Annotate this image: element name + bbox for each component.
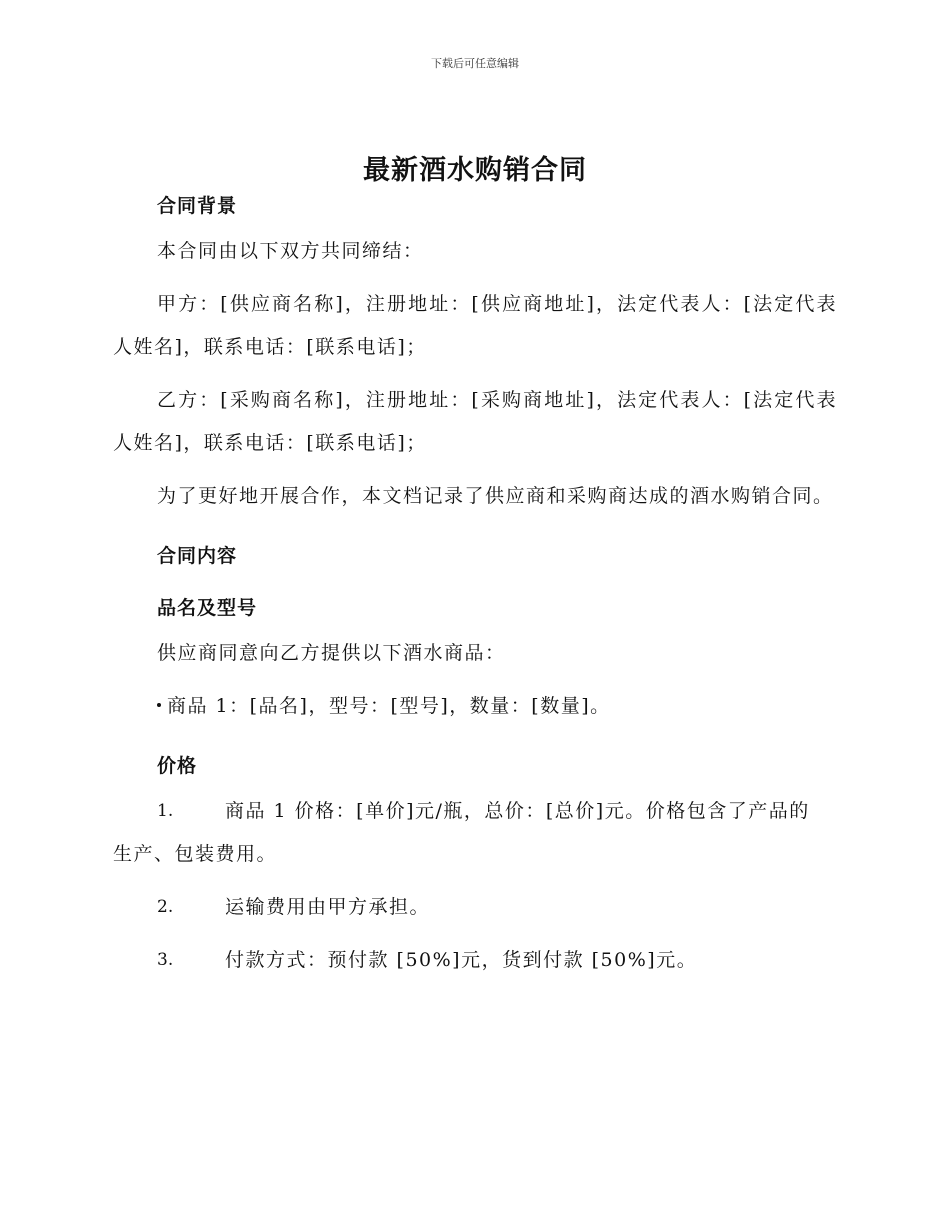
background-intro: 本合同由以下双方共同缔结： [157, 240, 424, 262]
price-item-number: 3. [157, 950, 174, 970]
product-item-1-text: 商品 1：[品名]，型号：[型号]，数量：[数量]。 [167, 695, 611, 717]
price-item-text: 付款方式：预付款 [50%]元，货到付款 [50%]元。 [225, 949, 698, 971]
section-heading-content: 合同内容 [157, 545, 238, 567]
section-heading-products: 品名及型号 [157, 597, 258, 619]
section-heading-background: 合同背景 [157, 195, 238, 217]
products-intro: 供应商同意向乙方提供以下酒水商品： [157, 642, 506, 664]
section-heading-price: 价格 [157, 755, 198, 777]
header-note: 下载后可任意编辑 [431, 57, 519, 70]
document-body [113, 192, 837, 982]
party-a-info: 甲方：[供应商名称]，注册地址：[供应商地址]，法定代表人：[法定代表人姓名]，联系电话：[联系电话]； [113, 293, 837, 358]
price-item-3 [113, 939, 837, 982]
document-title: 最新酒水购销合同 [363, 155, 587, 186]
party-b-info: 乙方：[采购商名称]，注册地址：[采购商地址]，法定代表人：[法定代表人姓名]，联系电话：[联系电话]； [113, 389, 837, 454]
product-item-1 [113, 685, 837, 728]
price-item-text: 运输费用由甲方承担。 [225, 896, 431, 918]
price-item-text: 商品 1 价格：[单价]元/瓶，总价：[总价]元。价格包含了产品的 [225, 800, 810, 822]
price-item-text-continued: 生产、包装费用。 [113, 843, 278, 865]
bullet-icon [157, 703, 161, 707]
price-item-number: 2. [157, 897, 174, 917]
contract-purpose: 为了更好地开展合作，本文档记录了供应商和采购商达成的酒水购销合同。 [157, 485, 834, 507]
price-item-1 [113, 790, 837, 876]
price-item-2 [113, 886, 837, 929]
price-item-number: 1. [157, 801, 174, 821]
